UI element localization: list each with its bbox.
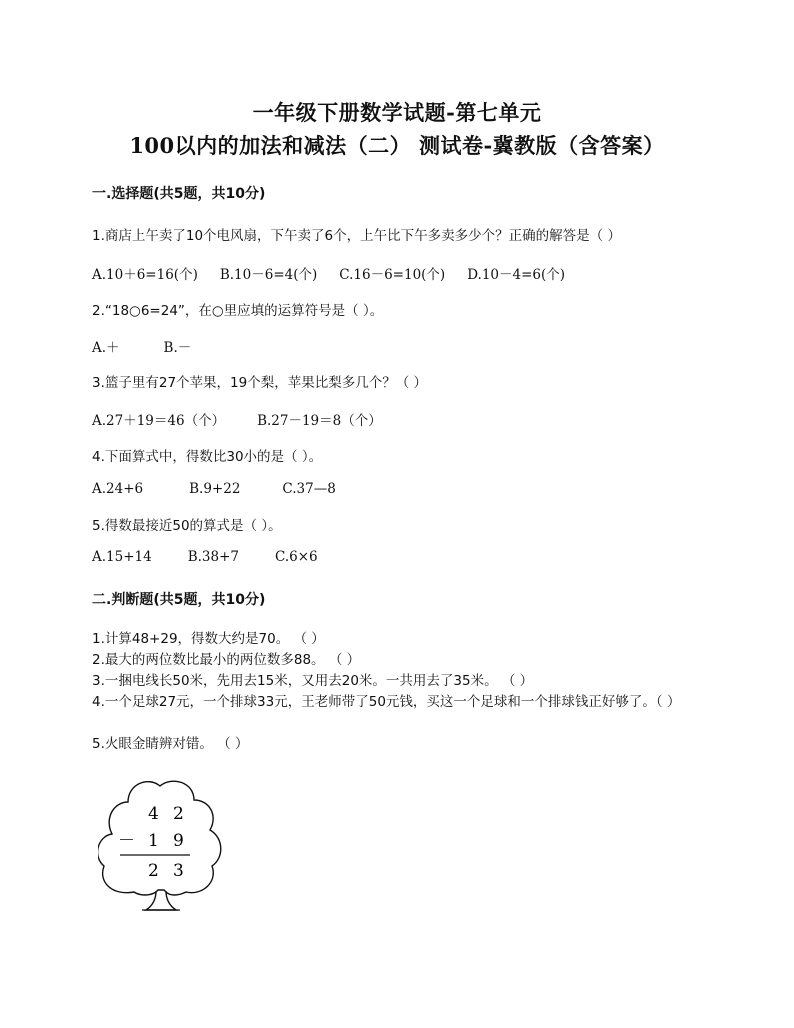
- question-1: 1.商店上午卖了10个电风扇，下午卖了6个，上午比下午多卖多少个？正确的解答是（ ）: [92, 228, 621, 244]
- judgement-item-2: 2.最大的两位数比最小的两位数多88。 （ ）: [92, 652, 361, 668]
- option-b[interactable]: B.10－6=4(个): [219, 267, 318, 283]
- section-heading-judgement: 二.判断题(共5题，共10分): [92, 592, 266, 608]
- option-a[interactable]: A.＋: [92, 340, 120, 356]
- difference-ones: 3: [173, 861, 184, 881]
- difference-tens: 2: [148, 861, 159, 881]
- option-b[interactable]: B.9+22: [189, 481, 241, 497]
- judgement-item-3: 3.一捆电线长50米，先用去15米，又用去20米。一共用去了35米。 （ ）: [92, 673, 534, 689]
- option-d[interactable]: D.10－4=6(个): [467, 267, 566, 283]
- minuend-tens: 4: [148, 804, 159, 824]
- judgement-item-4: 4.一个足球27元，一个排球33元，王老师带了50元钱，买这一个足球和一个排球钱正好够了。（ ）: [92, 694, 681, 710]
- option-a[interactable]: A.10＋6=16(个): [92, 267, 198, 283]
- question-5-options: [92, 549, 344, 565]
- judgement-item-5: 5.火眼金睛辨对错。 （ ）: [92, 736, 249, 752]
- option-a[interactable]: A.24+6: [92, 481, 144, 497]
- option-c[interactable]: C.16－6=10(个): [339, 267, 446, 283]
- question-3: 3.篮子里有27个苹果，19个梨，苹果比梨多几个？（ ）: [92, 375, 428, 391]
- question-2-options: [92, 336, 217, 356]
- option-a[interactable]: A.15+14: [92, 549, 152, 565]
- option-b[interactable]: B.38+7: [187, 549, 240, 565]
- question-2: 2.“18○6=24”，在○里应填的运算符号是（ ）。: [92, 303, 384, 319]
- page-subtitle: 100以内的加法和减法（二） 测试卷-冀教版（含答案）: [129, 133, 665, 158]
- subtrahend-tens: 1: [148, 831, 159, 851]
- option-b[interactable]: B.27－19＝8（个）: [257, 413, 382, 429]
- tree-subtraction-illustration: [98, 778, 224, 914]
- option-c[interactable]: C.37—8: [282, 481, 336, 497]
- option-a[interactable]: A.27＋19＝46（个）: [92, 413, 226, 429]
- judgement-item-1: 1.计算48+29，得数大约是70。 （ ）: [92, 631, 325, 647]
- question-4: 4.下面算式中，得数比30小的是（ ）。: [92, 449, 323, 465]
- subtrahend-ones: 9: [173, 831, 184, 851]
- option-b[interactable]: B.－: [163, 340, 192, 356]
- page-title: 一年级下册数学试题-第七单元: [252, 100, 542, 125]
- minuend-ones: 2: [173, 804, 184, 824]
- question-3-options: [92, 409, 408, 429]
- section-heading-choice: 一.选择题(共5题，共10分): [92, 186, 266, 202]
- option-c[interactable]: C.6×6: [275, 549, 318, 565]
- question-5: 5.得数最接近50的算式是（ ）。: [92, 518, 282, 534]
- operator: －: [118, 831, 135, 851]
- tree-crown-outline: [98, 781, 221, 895]
- question-1-options: [92, 263, 565, 283]
- question-4-options: [92, 481, 362, 497]
